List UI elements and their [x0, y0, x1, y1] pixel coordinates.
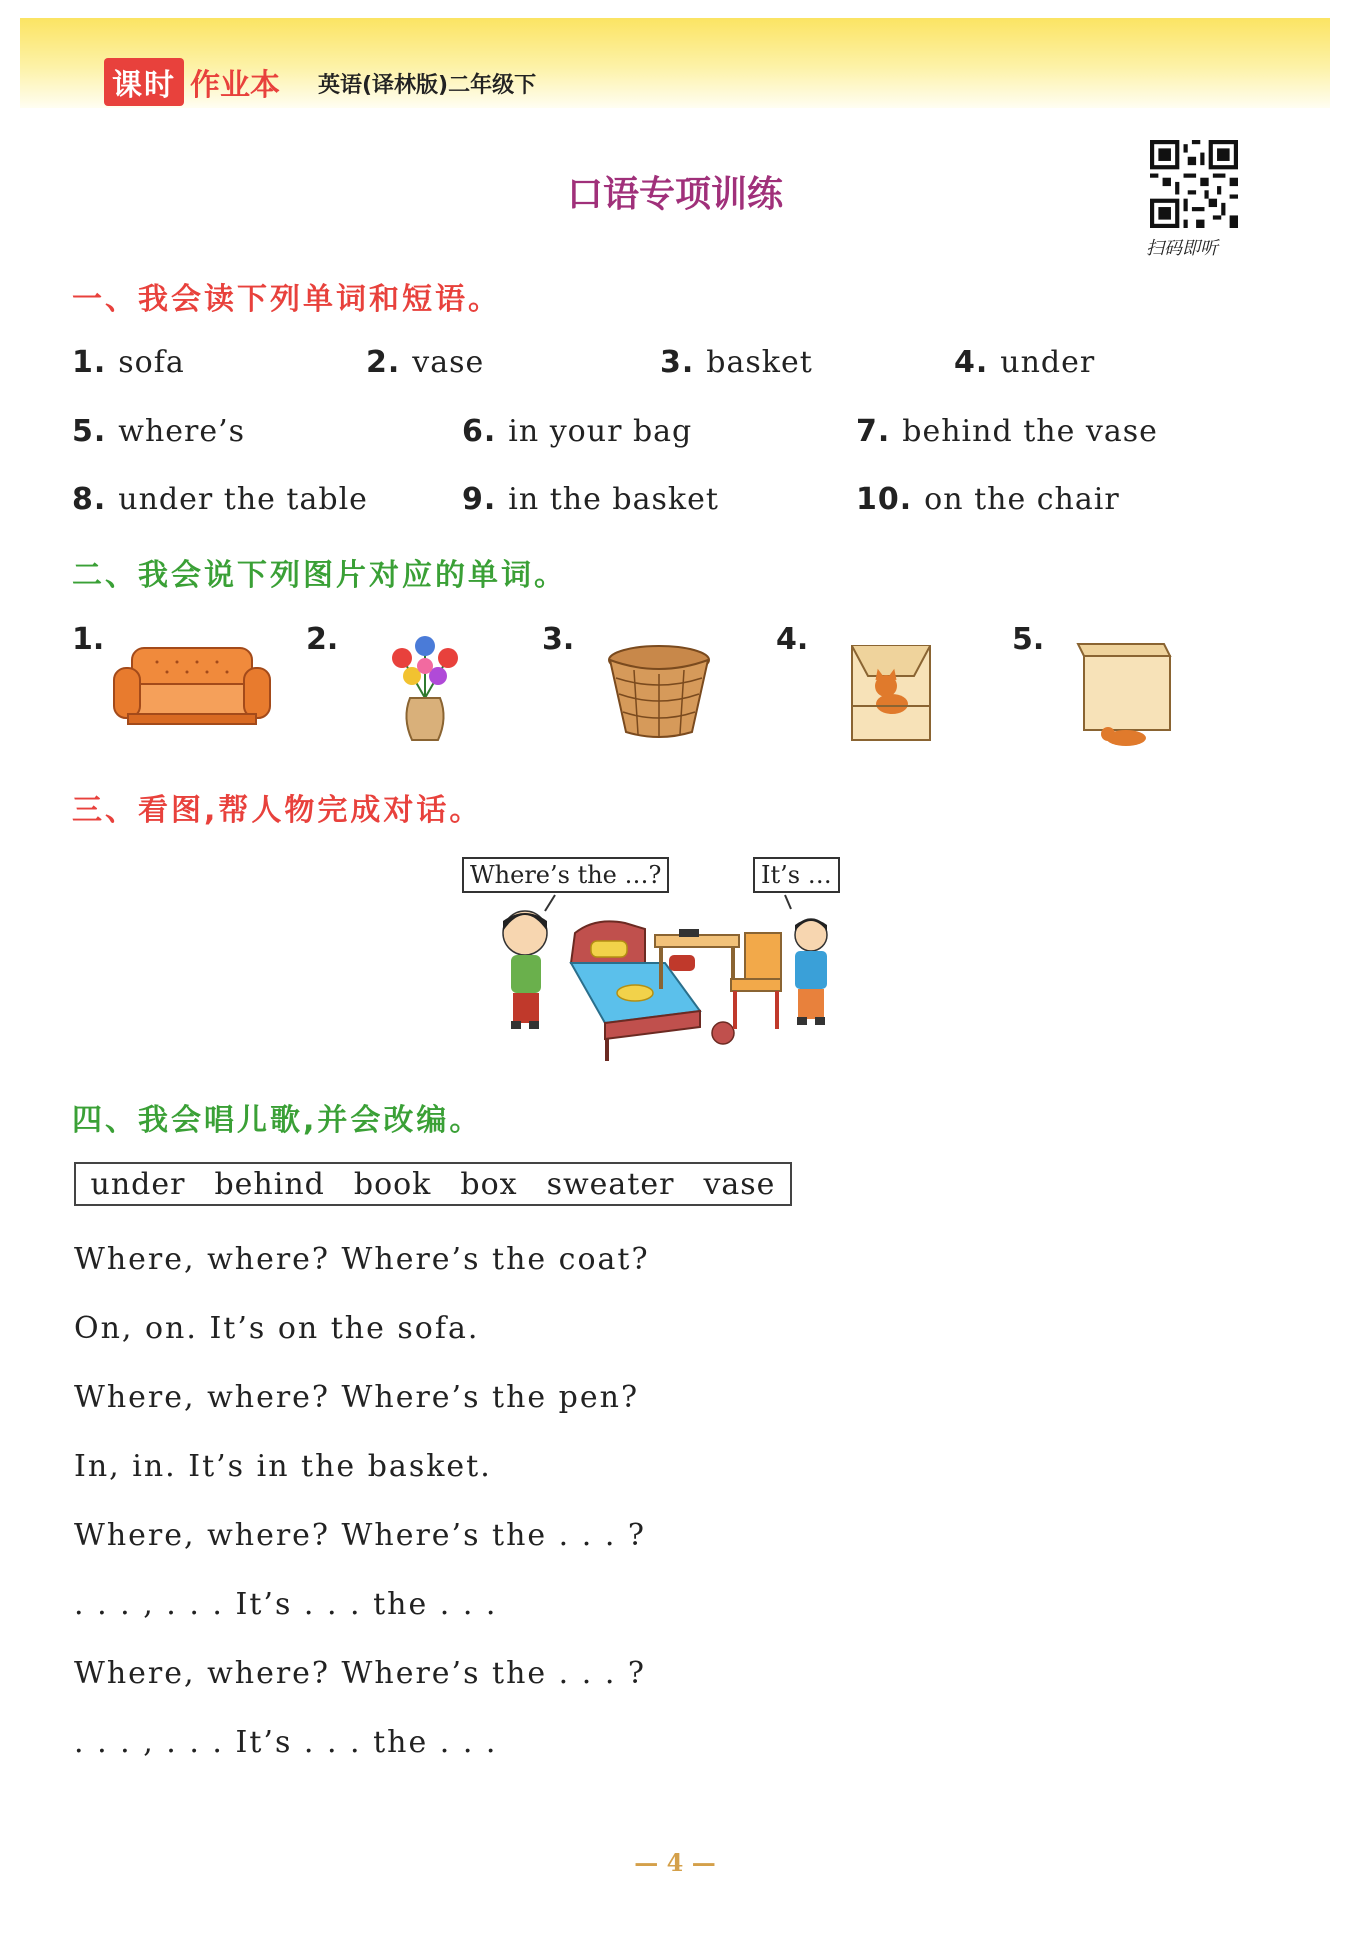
- brand-badge: 课时: [104, 58, 184, 106]
- word-item: 3. basket: [660, 345, 813, 380]
- bedroom-scene-picture: [495, 893, 845, 1068]
- word-bank-item: box: [460, 1166, 518, 1202]
- word-bank: [74, 1162, 792, 1206]
- phrase-item: 8. under the table: [72, 482, 368, 517]
- cat-under-box-picture: [1074, 634, 1174, 750]
- song-line: . . . , . . . It’s . . . the . . .: [74, 1587, 498, 1622]
- song-line: On, on. It’s on the sofa.: [74, 1311, 480, 1346]
- section-2-title: 二、我会说下列图片对应的单词。: [72, 558, 567, 593]
- cat-in-box-picture: [846, 636, 936, 746]
- song-line: Where, where? Where’s the coat?: [74, 1242, 650, 1277]
- qr-caption: 扫码即听: [1146, 238, 1218, 259]
- phrase-item: 10. on the chair: [856, 482, 1120, 517]
- page-title: 口语专项训练: [566, 174, 783, 215]
- section-4-title: 四、我会唱儿歌,并会改编。: [72, 1103, 483, 1138]
- word-bank-item: vase: [703, 1166, 776, 1202]
- vase-picture: [380, 628, 470, 753]
- brand-name: 作业本: [190, 68, 280, 103]
- basket-picture: [604, 638, 714, 748]
- song-line: Where, where? Where’s the . . . ?: [74, 1656, 646, 1691]
- section-3-title: 三、看图,帮人物完成对话。: [72, 793, 483, 828]
- brand-logo: [104, 58, 280, 106]
- phrase-item: 6. in your bag: [462, 414, 693, 449]
- phrase-item: 9. in the basket: [462, 482, 719, 517]
- speech-bubble-right: It’s …: [753, 857, 840, 893]
- song-line: Where, where? Where’s the . . . ?: [74, 1518, 646, 1553]
- word-item: 4. under: [954, 345, 1096, 380]
- word-bank-item: book: [353, 1166, 432, 1202]
- speech-bubble-left: Where’s the …?: [462, 857, 669, 893]
- song-line: In, in. It’s in the basket.: [74, 1449, 492, 1484]
- word-item: 1. sofa: [72, 345, 185, 380]
- word-bank-item: sweater: [546, 1166, 675, 1202]
- picture-number-5: 5.: [1012, 622, 1045, 657]
- picture-number-4: 4.: [776, 622, 809, 657]
- book-subtitle: 英语(译林版)二年级下: [318, 73, 537, 98]
- picture-number-3: 3.: [542, 622, 575, 657]
- word-bank-item: behind: [214, 1166, 325, 1202]
- page-number: — 4 —: [634, 1848, 716, 1877]
- song-line: Where, where? Where’s the pen?: [74, 1380, 640, 1415]
- word-bank-item: under: [90, 1166, 186, 1202]
- song-line: . . . , . . . It’s . . . the . . .: [74, 1725, 498, 1760]
- word-item: 2. vase: [366, 345, 485, 380]
- section-1-title: 一、我会读下列单词和短语。: [72, 282, 501, 317]
- qr-code-icon[interactable]: [1150, 140, 1238, 228]
- phrase-item: 7. behind the vase: [856, 414, 1158, 449]
- picture-number-1: 1.: [72, 622, 105, 657]
- word-item: 5. where’s: [72, 414, 246, 449]
- sofa-picture: [112, 640, 272, 740]
- picture-number-2: 2.: [306, 622, 339, 657]
